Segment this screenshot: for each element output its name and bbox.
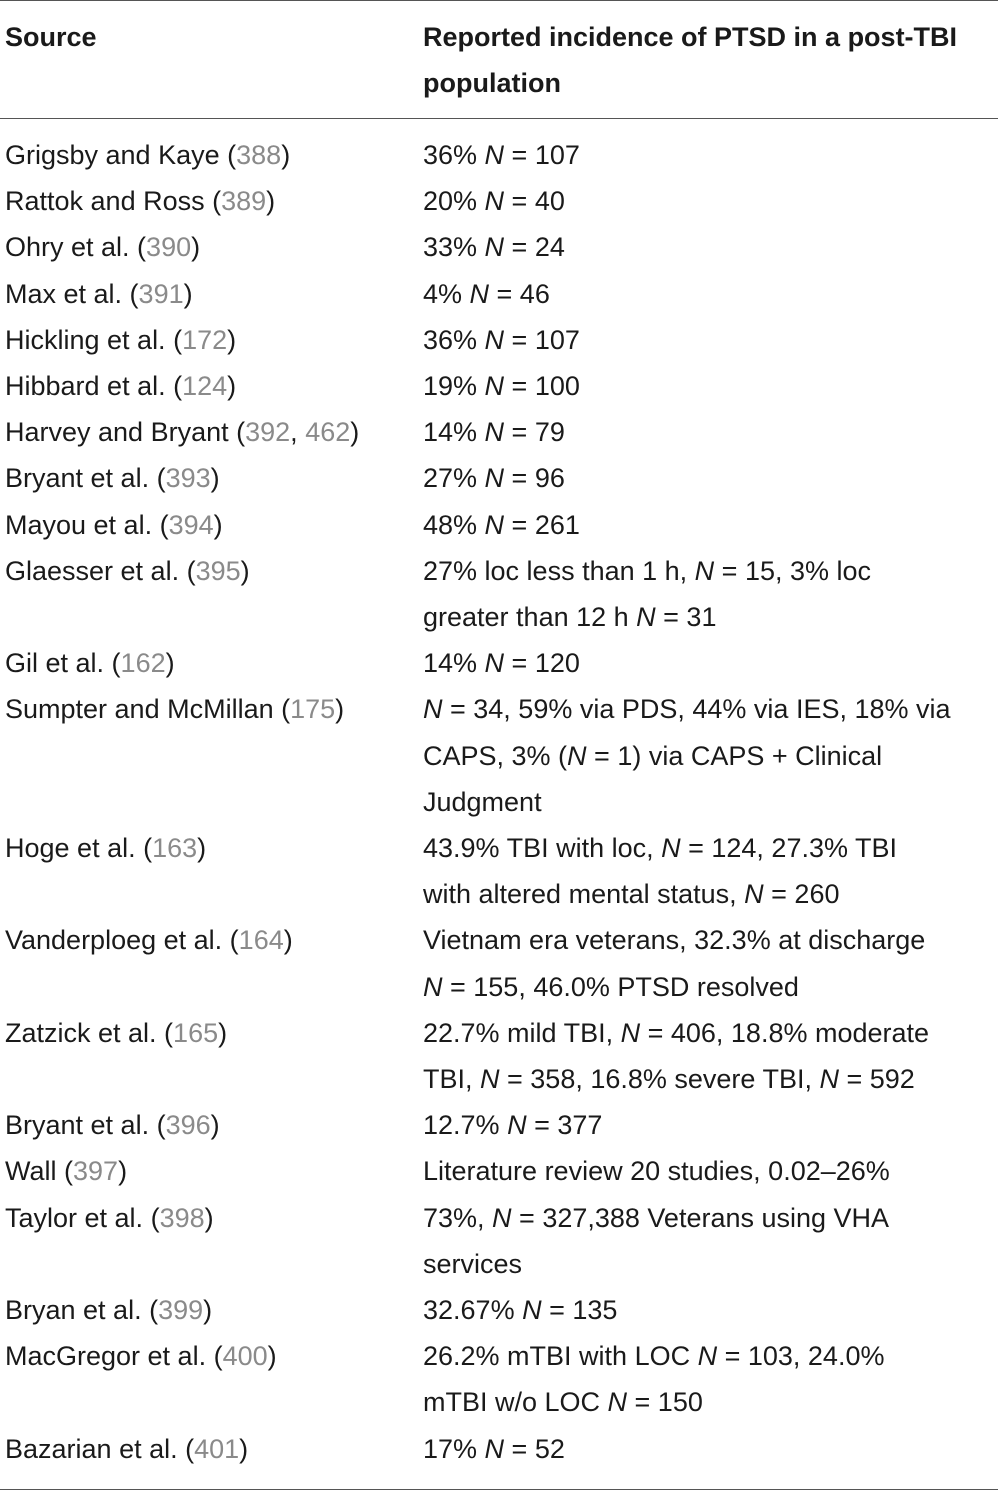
reference-link[interactable]: 124 [182, 371, 228, 402]
incidence-cell [423, 363, 1003, 409]
reference-link[interactable]: 389 [221, 186, 267, 217]
table-row [0, 224, 1003, 270]
source-cell: Glaesser et al. (395) [5, 555, 250, 586]
reference-link[interactable]: 395 [195, 555, 241, 586]
reference-link[interactable]: 396 [165, 1110, 211, 1141]
source-name: MacGregor et al. [5, 1341, 207, 1372]
incidence-line: 12.7% N = 377 [423, 1110, 603, 1141]
source-name: Sumpter and McMillan [5, 694, 274, 725]
source-cell: Ohry et al. (390) [5, 232, 201, 263]
reference-link[interactable]: 400 [222, 1341, 268, 1372]
table-top-rule [0, 0, 998, 1]
source-name: Bryant et al. [5, 1110, 150, 1141]
incidence-cell [423, 455, 1003, 501]
source-cell: Vanderploeg et al. (164) [5, 925, 293, 956]
reference-link[interactable]: 398 [159, 1202, 205, 1233]
incidence-cell [423, 317, 1003, 363]
table-row [0, 363, 1003, 409]
table-row [0, 1426, 1003, 1472]
reference-link[interactable]: 172 [182, 324, 228, 355]
table-row [0, 178, 1003, 224]
table-row [0, 1195, 1003, 1287]
source-name: Harvey and Bryant [5, 417, 229, 448]
incidence-cell [423, 825, 1003, 917]
source-cell: Sumpter and McMillan (175) [5, 694, 345, 725]
incidence-line: greater than 12 h N = 31 [423, 602, 717, 633]
source-name: Ohry et al. [5, 232, 130, 263]
table-row [0, 409, 1003, 455]
source-name: Hibbard et al. [5, 371, 166, 402]
incidence-cell [423, 1148, 1003, 1194]
source-name: Gil et al. [5, 648, 105, 679]
table-row [0, 132, 1003, 178]
incidence-cell [423, 224, 1003, 270]
table-row [0, 502, 1003, 548]
incidence-line: Vietnam era veterans, 32.3% at discharge [423, 925, 926, 956]
source-name: Glaesser et al. [5, 555, 180, 586]
source-cell: MacGregor et al. (400) [5, 1341, 277, 1372]
source-cell: Grigsby and Kaye (388) [5, 140, 291, 170]
table-row [0, 1102, 1003, 1148]
incidence-line: 22.7% mild TBI, N = 406, 18.8% moderate [423, 1017, 930, 1048]
incidence-line: Literature review 20 studies, 0.02–26% [423, 1156, 890, 1187]
incidence-line: 4% N = 46 [423, 278, 550, 309]
reference-link[interactable]: 401 [194, 1433, 240, 1464]
source-name: Vanderploeg et al. [5, 925, 223, 956]
incidence-cell [423, 1010, 1003, 1102]
reference-link[interactable]: 163 [152, 833, 198, 864]
header-source: Source [5, 22, 97, 52]
incidence-line: N = 155, 46.0% PTSD resolved [423, 971, 799, 1002]
source-cell: Wall (397) [5, 1156, 128, 1187]
incidence-line: 27% N = 96 [423, 463, 565, 494]
source-name: Max et al. [5, 278, 123, 309]
incidence-line: 26.2% mTBI with LOC N = 103, 24.0% [423, 1341, 885, 1372]
table-row [0, 1333, 1003, 1425]
incidence-cell [423, 409, 1003, 455]
incidence-line: 36% N = 107 [423, 140, 580, 170]
incidence-cell [423, 686, 1003, 825]
source-cell: Hoge et al. (163) [5, 833, 207, 864]
incidence-cell [423, 1426, 1003, 1472]
source-cell: Harvey and Bryant (392, 462) [5, 417, 360, 448]
incidence-cell [423, 178, 1003, 224]
table-row [0, 917, 1003, 1009]
incidence-line: 14% N = 120 [423, 648, 580, 679]
table-row [0, 640, 1003, 686]
incidence-line: 36% N = 107 [423, 324, 580, 355]
incidence-cell [423, 1195, 1003, 1287]
source-name: Bazarian et al. [5, 1433, 178, 1464]
reference-link[interactable]: 165 [173, 1017, 219, 1048]
reference-link[interactable]: 399 [158, 1295, 204, 1326]
incidence-cell [423, 640, 1003, 686]
source-name: Taylor et al. [5, 1202, 144, 1233]
source-cell: Gil et al. (162) [5, 648, 175, 679]
source-cell: Hickling et al. (172) [5, 324, 237, 355]
source-cell: Hibbard et al. (124) [5, 371, 237, 402]
incidence-line: 19% N = 100 [423, 371, 580, 402]
incidence-line: 73%, N = 327,388 Veterans using VHA [423, 1202, 890, 1233]
source-name: Bryan et al. [5, 1295, 142, 1326]
incidence-cell [423, 132, 1003, 178]
incidence-cell [423, 1287, 1003, 1333]
table-row [0, 1148, 1003, 1194]
source-name: Grigsby and Kaye [5, 140, 220, 170]
source-cell: Bryan et al. (399) [5, 1295, 213, 1326]
source-cell: Bryant et al. (396) [5, 1110, 220, 1141]
incidence-line: TBI, N = 358, 16.8% severe TBI, N = 592 [423, 1064, 915, 1095]
table-row [0, 455, 1003, 501]
incidence-line: 43.9% TBI with loc, N = 124, 27.3% TBI [423, 833, 898, 864]
table-row [0, 317, 1003, 363]
table-body [0, 132, 1003, 1472]
source-cell: Bazarian et al. (401) [5, 1433, 249, 1464]
incidence-line: Judgment [423, 786, 542, 817]
source-cell: Bryant et al. (393) [5, 463, 220, 494]
reference-link[interactable]: 388 [236, 140, 282, 170]
table-bottom-rule [0, 1489, 998, 1490]
table-row [0, 1010, 1003, 1102]
source-name: Zatzick et al. [5, 1017, 157, 1048]
incidence-line: mTBI w/o LOC N = 150 [423, 1387, 703, 1418]
reference-link[interactable]: 392 [245, 417, 291, 448]
source-cell: Mayou et al. (394) [5, 509, 223, 540]
table-header-rule [0, 118, 998, 119]
incidence-line: 20% N = 40 [423, 186, 565, 217]
source-name: Mayou et al. [5, 509, 153, 540]
incidence-line: 14% N = 79 [423, 417, 565, 448]
source-cell: Zatzick et al. (165) [5, 1017, 228, 1048]
source-cell: Rattok and Ross (389) [5, 186, 276, 217]
reference-link[interactable]: 164 [238, 925, 284, 956]
source-name: Rattok and Ross [5, 186, 205, 217]
table-row [0, 686, 1003, 825]
table-row [0, 1287, 1003, 1333]
incidence-line: 27% loc less than 1 h, N = 15, 3% loc [423, 555, 872, 586]
header-incidence: Reported incidence of PTSD in a post-TBI population [423, 22, 958, 98]
incidence-line: services [423, 1248, 523, 1279]
reference-link[interactable]: 391 [138, 278, 184, 309]
source-cell: Taylor et al. (398) [5, 1202, 214, 1233]
reference-link[interactable]: 393 [165, 463, 211, 494]
incidence-cell [423, 1333, 1003, 1425]
reference-link[interactable]: 462 [305, 417, 351, 448]
table-row [0, 271, 1003, 317]
reference-link[interactable]: 162 [120, 648, 166, 679]
table-row [0, 825, 1003, 917]
incidence-cell [423, 271, 1003, 317]
reference-link[interactable]: 390 [146, 232, 192, 263]
source-name: Bryant et al. [5, 463, 150, 494]
incidence-cell [423, 1102, 1003, 1148]
incidence-line: 33% N = 24 [423, 232, 565, 263]
incidence-line: 48% N = 261 [423, 509, 580, 540]
source-name: Hoge et al. [5, 833, 136, 864]
incidence-line: N = 34, 59% via PDS, 44% via IES, 18% via [423, 694, 951, 725]
source-cell: Max et al. (391) [5, 278, 193, 309]
reference-link[interactable]: 175 [290, 694, 336, 725]
incidence-cell [423, 917, 1003, 1009]
incidence-line: 32.67% N = 135 [423, 1295, 618, 1326]
reference-link[interactable]: 397 [73, 1156, 119, 1187]
incidence-cell [423, 502, 1003, 548]
reference-link[interactable]: 394 [168, 509, 214, 540]
incidence-line: 17% N = 52 [423, 1433, 565, 1464]
incidence-line: with altered mental status, N = 260 [423, 879, 840, 910]
incidence-line: CAPS, 3% (N = 1) via CAPS + Clinical [423, 740, 883, 771]
table-row [0, 548, 1003, 640]
incidence-cell [423, 548, 1003, 640]
source-name: Wall [5, 1156, 57, 1187]
source-name: Hickling et al. [5, 324, 166, 355]
